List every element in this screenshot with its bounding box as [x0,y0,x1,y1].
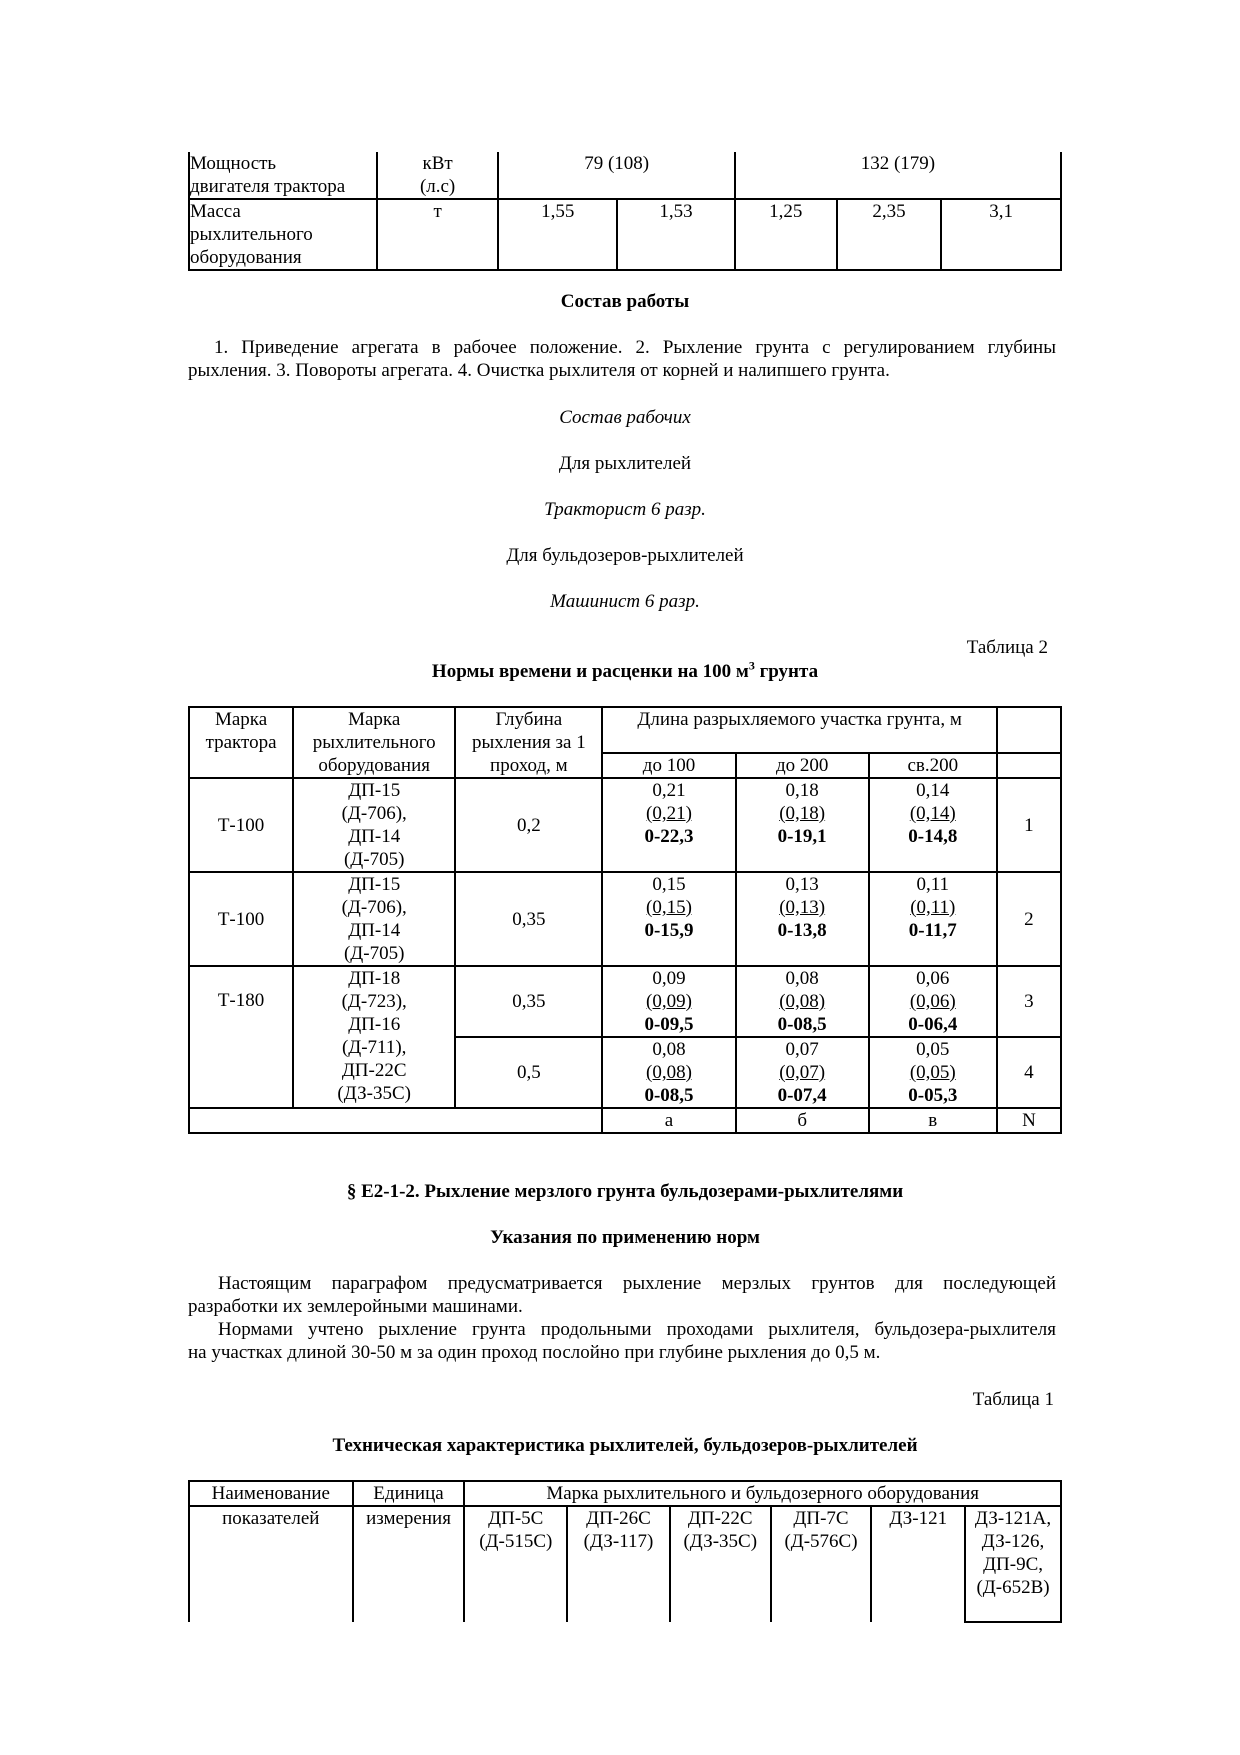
header-n-blank [997,707,1061,753]
header-sub: св.200 [869,753,997,778]
norm-cell: 0,08 (0,08) 0-08,5 [736,966,869,1037]
header-sub: до 100 [602,753,735,778]
table1-title: Техническая характеристика рыхлителей, бульдозеров-рыхлителей [332,1435,918,1456]
row-unit-power: кВт (л.с) [377,152,499,199]
footer-col-letter: N [997,1108,1061,1133]
footer-col-letter: б [736,1108,869,1133]
model-header: ДП-5С (Д-515С) [464,1506,567,1622]
section-subtitle: Указания по применению норм [490,1227,760,1248]
table2-label: Таблица 2 [966,637,1048,658]
norm-cell: 0,14 (0,14) 0-14,8 [869,778,997,872]
table2-title: Нормы времени и расценки на 100 $м^3$ грунта [431,658,819,682]
work-composition-text: 1. Приведение агрегата в рабочее положение. 2. Рыхление грунта с регулированием глубины рыхления. 3. Повороты агрегата. 4. Очистка рыхлителя от корней и налипшего грунта. [188,337,1056,381]
row-label-power: Мощность двигателя трактора [189,152,377,199]
power-value: 132 (179) [735,152,1061,199]
row-number: 1 [997,778,1061,872]
time-norms-table [188,706,1062,1134]
norm-cell: 0,15 (0,15) 0-15,9 [602,872,735,966]
row-number: 4 [997,1037,1061,1108]
row-number: 3 [997,966,1061,1037]
power-value: 79 (108) [498,152,734,199]
tractor-cell: Т-100 [189,872,293,966]
header-equipment-brand: Марка рыхлительного оборудования [293,707,455,778]
mass-value: 1,53 [617,199,735,270]
workers-role-machinist: Машинист 6 разр. [550,591,700,612]
workers-group-bulldozer-rippers: Для бульдозеров-рыхлителей [506,545,744,566]
depth-cell: 0,35 [455,872,602,966]
mass-value: 2,35 [837,199,942,270]
mass-value: 1,55 [498,199,617,270]
footer-col-letter: а [602,1108,735,1133]
norm-cell: 0,11 (0,11) 0-11,7 [869,872,997,966]
equipment-cell: ДП-18 (Д-723), ДП-16 (Д-711), ДП-22С (ДЗ-35С) [293,966,455,1108]
norm-cell: 0,07 (0,07) 0-07,4 [736,1037,869,1108]
header-depth: Глубина рыхления за 1 проход, м [455,707,602,778]
header-equipment-group: Марка рыхлительного и бульдозерного оборудования [464,1481,1061,1506]
norm-cell: 0,08 (0,08) 0-08,5 [602,1037,735,1108]
workers-group-rippers: Для рыхлителей [558,453,692,474]
footer-col-letter: в [869,1108,997,1133]
model-header: ДП-22С (ДЗ-35С) [670,1506,771,1622]
header-unit: Единица [353,1481,465,1506]
header-unit-cont: измерения [353,1506,465,1622]
norm-cell: 0,06 (0,06) 0-06,4 [869,966,997,1037]
footer-blank [189,1108,602,1133]
equipment-cell: ДП-15 (Д-706), ДП-14 (Д-705) [293,778,455,872]
row-number: 2 [997,872,1061,966]
header-n-blank [997,753,1061,778]
tech-characteristics-table [188,1480,1062,1623]
depth-cell: 0,5 [455,1037,602,1108]
model-header: ДП-7С (Д-576С) [771,1506,872,1622]
workers-role-tractor-driver: Тракторист 6 разр. [544,499,706,520]
mass-value: 1,25 [735,199,837,270]
norm-cell: 0,09 (0,09) 0-09,5 [602,966,735,1037]
model-header: ДЗ-121А, ДЗ-126, ДП-9С, (Д-652В) [965,1506,1061,1622]
depth-cell: 0,2 [455,778,602,872]
tractor-cell: Т-100 [189,778,293,872]
header-indicator-name-cont: показателей [189,1506,353,1622]
workers-heading: Состав рабочих [559,407,691,428]
header-length-group: Длина разрыхляемого участка грунта, м [602,707,996,753]
characteristics-table-continued [188,152,1062,271]
mass-value: 3,1 [941,199,1061,270]
work-composition-heading: Состав работы [560,291,690,312]
section-paragraph-2: Нормами учтено рыхление грунта продольными проходами рыхлителя, бульдозера-рыхлителя на участках длиной 30-50 м за один проход послойно при глубине рыхления до 0,5 м. [188,1319,1056,1363]
model-header: ДП-26С (ДЗ-117) [567,1506,670,1622]
tractor-cell: Т-180 [189,966,293,1108]
row-label-mass: Масса рыхлительного оборудования [189,199,377,270]
equipment-cell: ДП-15 (Д-706), ДП-14 (Д-705) [293,872,455,966]
section-paragraph-1: Настоящим параграфом предусматривается рыхление мерзлых грунтов для последующей разработки их землеройными машинами. [188,1273,1056,1317]
norm-cell: 0,05 (0,05) 0-05,3 [869,1037,997,1108]
header-sub: до 200 [736,753,869,778]
section-title: § Е2-1-2. Рыхление мерзлого грунта бульдозерами-рыхлителями [346,1181,904,1202]
header-indicator-name: Наименование [189,1481,353,1506]
norm-cell: 0,21 (0,21) 0-22,3 [602,778,735,872]
table1-label: Таблица 1 [972,1389,1054,1410]
row-unit-mass: т [377,199,499,270]
model-header: ДЗ-121 [871,1506,965,1622]
norm-cell: 0,13 (0,13) 0-13,8 [736,872,869,966]
header-tractor-brand: Марка трактора [189,707,293,778]
depth-cell: 0,35 [455,966,602,1037]
norm-cell: 0,18 (0,18) 0-19,1 [736,778,869,872]
